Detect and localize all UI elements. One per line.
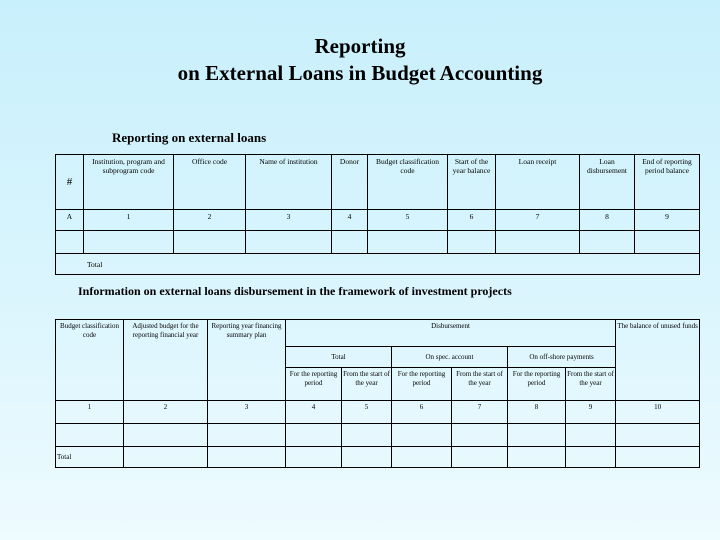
col-number: A	[56, 210, 84, 231]
blank-cell	[174, 231, 246, 254]
blank-cell	[208, 447, 286, 468]
col-number: 7	[452, 401, 508, 424]
header-loan-disbursement: Loan disbursement	[580, 155, 635, 210]
header-spec-account: On spec. account	[392, 347, 508, 368]
total-text: Total	[87, 259, 103, 269]
header-budget-code: Budget classification code	[56, 320, 124, 401]
investment-disbursement-table	[55, 319, 700, 468]
header-offshore: On off-shore payments	[508, 347, 616, 368]
col-number: 2	[174, 210, 246, 231]
blank-cell	[452, 447, 508, 468]
header-end-balance: End of reporting period balance	[635, 155, 700, 210]
header-financing-plan: Reporting year financing summary plan	[208, 320, 286, 401]
col-number: 5	[368, 210, 448, 231]
table2-blank-row	[56, 424, 700, 447]
header-from-start: From the start of the year	[342, 368, 392, 401]
blank-cell	[124, 447, 208, 468]
blank-cell	[616, 447, 700, 468]
col-number: 1	[84, 210, 174, 231]
col-number: 9	[635, 210, 700, 231]
col-number: 8	[580, 210, 635, 231]
table1-blank-row	[56, 231, 700, 254]
blank-cell	[508, 424, 566, 447]
blank-cell	[566, 447, 616, 468]
header-institution-code: Institution, program and subprogram code	[84, 155, 174, 210]
table1-number-row	[56, 210, 700, 231]
col-number: 4	[332, 210, 368, 231]
blank-cell	[124, 424, 208, 447]
blank-cell	[84, 231, 174, 254]
blank-cell	[56, 231, 84, 254]
header-adjusted-budget: Adjusted budget for the reporting financial year	[124, 320, 208, 401]
external-loans-table	[55, 154, 700, 275]
blank-cell	[452, 424, 508, 447]
total-label	[56, 254, 700, 275]
blank-cell	[286, 424, 342, 447]
blank-cell	[332, 231, 368, 254]
table2-total-row	[56, 447, 700, 468]
title-line-2: on External Loans in Budget Accounting	[177, 61, 543, 85]
header-office-code: Office code	[174, 155, 246, 210]
blank-cell	[246, 231, 332, 254]
header-loan-receipt: Loan receipt	[496, 155, 580, 210]
blank-cell	[392, 424, 452, 447]
blank-cell	[56, 424, 124, 447]
header-budget-code: Budget classification code	[368, 155, 448, 210]
col-number: 4	[286, 401, 342, 424]
col-number: 3	[246, 210, 332, 231]
table1-total-row	[56, 254, 700, 275]
blank-cell	[496, 231, 580, 254]
header-disbursement: Disbursement	[286, 320, 616, 347]
header-for-period: For the reporting period	[286, 368, 342, 401]
section2-heading: Information on external loans disbursement in the framework of investment projects	[78, 284, 512, 298]
blank-cell	[616, 424, 700, 447]
col-number: 9	[566, 401, 616, 424]
table2-header-row-1	[56, 320, 700, 347]
blank-cell	[566, 424, 616, 447]
header-donor: Donor	[332, 155, 368, 210]
col-number: 8	[508, 401, 566, 424]
header-total: Total	[286, 347, 392, 368]
header-number: #	[56, 155, 84, 210]
blank-cell	[208, 424, 286, 447]
header-from-start: From the start of the year	[566, 368, 616, 401]
col-number: 6	[448, 210, 496, 231]
blank-cell	[635, 231, 700, 254]
table2-number-row	[56, 401, 700, 424]
page-title	[0, 33, 720, 87]
col-number: 10	[616, 401, 700, 424]
section1-heading: Reporting on external loans	[112, 130, 267, 145]
col-number: 5	[342, 401, 392, 424]
blank-cell	[342, 424, 392, 447]
col-number: 6	[392, 401, 452, 424]
blank-cell	[368, 231, 448, 254]
header-for-period: For the reporting period	[508, 368, 566, 401]
col-number: 7	[496, 210, 580, 231]
header-from-start: From the start of the year	[452, 368, 508, 401]
col-number: 3	[208, 401, 286, 424]
col-number: 1	[56, 401, 124, 424]
blank-cell	[342, 447, 392, 468]
title-line-1: Reporting	[314, 34, 406, 58]
header-for-period: For the reporting period	[392, 368, 452, 401]
blank-cell	[580, 231, 635, 254]
table1-header-row	[56, 155, 700, 210]
blank-cell	[448, 231, 496, 254]
blank-cell	[392, 447, 452, 468]
blank-cell	[508, 447, 566, 468]
header-start-balance: Start of the year balance	[448, 155, 496, 210]
col-number: 2	[124, 401, 208, 424]
header-institution-name: Name of institution	[246, 155, 332, 210]
total-label: Total	[56, 447, 124, 468]
blank-cell	[286, 447, 342, 468]
header-unused-balance: The balance of unused funds	[616, 320, 700, 401]
